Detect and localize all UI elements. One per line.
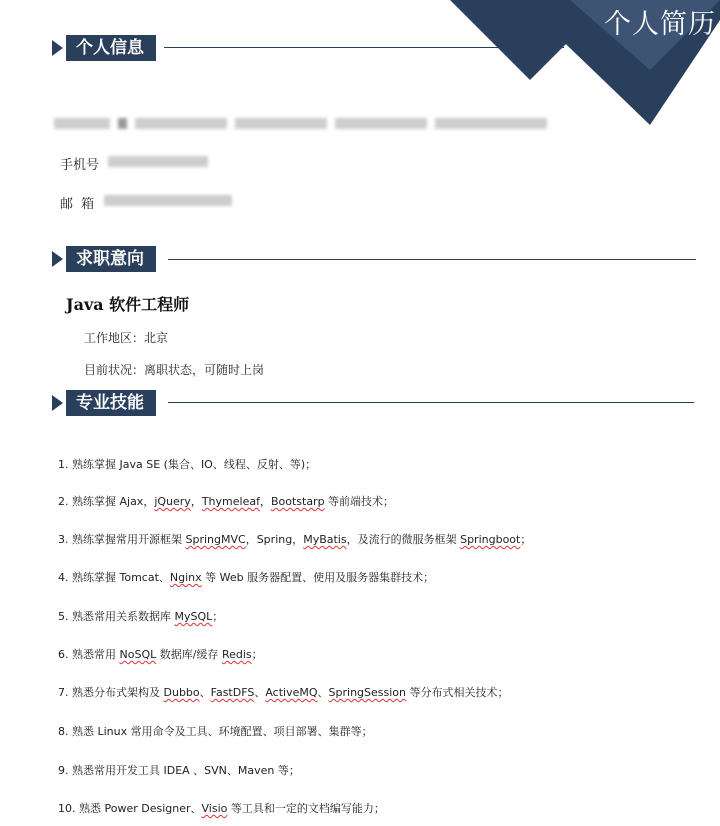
section-divider [164, 47, 564, 48]
skill-item-10: 10. 熟悉 Power Designer、Visio 等工具和一定的文档编写能力； [58, 802, 385, 815]
document-title: 个人简历 [604, 9, 716, 40]
phone-label: 手机号 [60, 158, 100, 173]
skill-item-7: 7. 熟悉分布式架构及 Dubbo、FastDFS、ActiveMQ、SpringSession 等分布式相关技术； [58, 686, 509, 699]
skill-item-6: 6. 熟悉常用 NoSQL 数据库/缓存 Redis； [58, 648, 263, 661]
arrow-icon [52, 395, 63, 411]
section-title: 求职意向 [66, 246, 156, 272]
section-title: 专业技能 [66, 390, 156, 416]
arrow-icon [52, 251, 63, 267]
section-title: 个人信息 [66, 35, 156, 61]
skill-item-4: 4. 熟练掌握 Tomcat、Nginx 等 Web 服务器配置、使用及服务器集群技术； [58, 571, 435, 584]
redacted-phone [108, 156, 208, 167]
skill-item-9: 9. 熟悉常用开发工具 IDEA 、SVN、Maven 等； [58, 764, 300, 777]
arrow-icon [52, 40, 63, 56]
skill-item-5: 5. 熟悉常用关系数据库 MySQL； [58, 610, 224, 623]
redacted-email [104, 195, 232, 206]
section-divider [168, 402, 694, 403]
skill-item-1: 1. 熟练掌握 Java SE (集合、IO、线程、反射、等)； [58, 458, 317, 471]
section-divider [168, 259, 696, 260]
work-location: 工作地区：北京 [84, 331, 169, 345]
job-title: Java 软件工程师 [66, 295, 190, 314]
current-status: 目前状况：离职状态，可随时上岗 [84, 363, 265, 377]
skill-item-2: 2. 熟练掌握 Ajax，jQuery，Thymeleaf，Bootstarp 等前端技术； [58, 495, 395, 508]
email-label: 邮 箱 [60, 197, 97, 212]
redacted-personal-info [54, 118, 547, 129]
skill-item-3: 3. 熟练掌握常用开源框架 SpringMVC，Spring，MyBatis，及流行的微服务框架 Springboot； [58, 533, 532, 546]
skill-item-8: 8. 熟悉 Linux 常用命令及工具、环境配置、项目部署、集群等； [58, 725, 373, 738]
